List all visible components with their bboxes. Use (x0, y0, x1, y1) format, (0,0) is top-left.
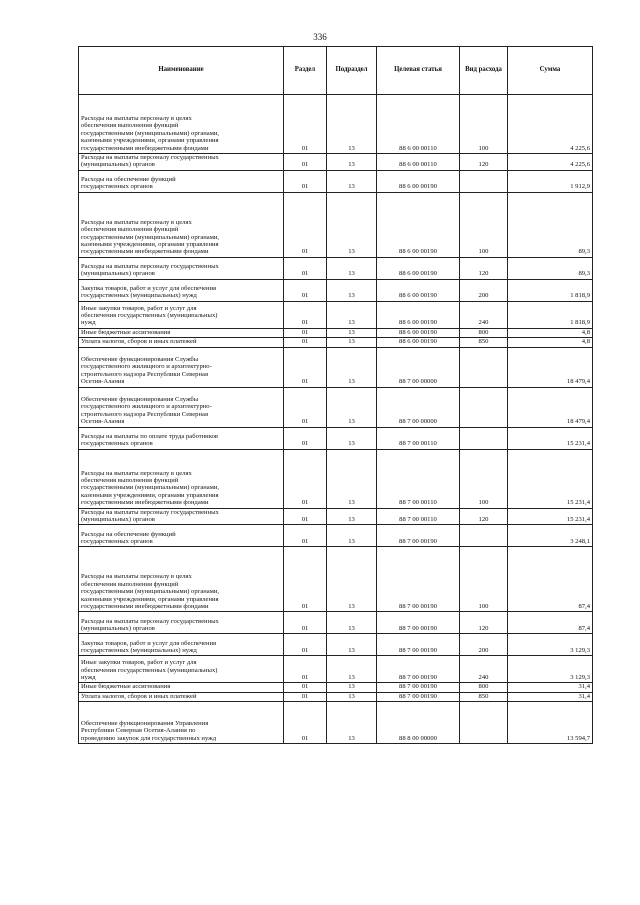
row-sum: 1 912,9 (508, 170, 593, 192)
row-article: 88 8 00 00000 (377, 702, 460, 744)
row-subsection: 13 (327, 387, 377, 427)
row-section: 01 (284, 683, 327, 692)
row-sum: 4,8 (508, 338, 593, 347)
table-row (79, 508, 593, 525)
table-row (79, 387, 593, 427)
row-subsection: 13 (327, 170, 377, 192)
table-row (79, 170, 593, 192)
row-sum: 15 231,4 (508, 508, 593, 525)
row-name: Иные закупки товаров, работ и услуг для обеспечения государственных (муниципальных) нужд (79, 301, 284, 328)
row-section: 01 (284, 170, 327, 192)
budget-table (78, 46, 593, 744)
row-type (460, 347, 508, 387)
table-header-row (79, 47, 593, 95)
row-article: 88 6 00 00190 (377, 338, 460, 347)
row-sum: 15 231,4 (508, 449, 593, 508)
row-subsection: 13 (327, 525, 377, 547)
row-article: 88 7 00 00190 (377, 634, 460, 656)
row-subsection: 13 (327, 301, 377, 328)
row-section: 01 (284, 154, 327, 171)
row-section: 01 (284, 656, 327, 683)
row-name: Расходы на выплаты персоналу государственных (муниципальных) органов (79, 612, 284, 634)
row-type (460, 702, 508, 744)
row-subsection: 13 (327, 656, 377, 683)
row-name: Расходы на выплаты персоналу в целях обеспечения выполнения функций государственными (муниципальными) органами, казенными учреждениями, органами управления государственными внебюджетными фондами (79, 95, 284, 154)
row-sum: 4,8 (508, 328, 593, 337)
row-name: Расходы на выплаты персоналу в целях обеспечения выполнения функций государственными (муниципальными) органами, казенными учреждениями, органами управления государственными внебюджетными фондами (79, 547, 284, 612)
table-row (79, 347, 593, 387)
row-type (460, 387, 508, 427)
row-section: 01 (284, 634, 327, 656)
row-type: 800 (460, 683, 508, 692)
row-section: 01 (284, 427, 327, 449)
table-row (79, 95, 593, 154)
row-name: Закупка товаров, работ и услуг для обеспечения государственных (муниципальных) нужд (79, 279, 284, 301)
table-row (79, 328, 593, 337)
row-name: Уплата налогов, сборов и иных платежей (79, 338, 284, 347)
row-section: 01 (284, 612, 327, 634)
header-article: Целевая статья (377, 47, 460, 95)
row-type: 800 (460, 328, 508, 337)
row-sum: 87,4 (508, 612, 593, 634)
row-name: Расходы на выплаты персоналу в целях обеспечения выполнения функций государственными (муниципальными) органами, казенными учреждениями, органами управления государственными внебюджетными фондами (79, 449, 284, 508)
row-subsection: 13 (327, 347, 377, 387)
table-row (79, 279, 593, 301)
row-article: 88 7 00 00000 (377, 387, 460, 427)
table-row (79, 525, 593, 547)
table-row (79, 634, 593, 656)
row-type: 200 (460, 279, 508, 301)
row-type: 240 (460, 301, 508, 328)
row-name: Обеспечение функционирования Службы государственного жилищного и архитектурно- строительного надзора Республики Северная Осетия-Алания (79, 387, 284, 427)
row-sum: 3 129,3 (508, 634, 593, 656)
header-sum: Сумма (508, 47, 593, 95)
header-subsection: Подраздел (327, 47, 377, 95)
row-subsection: 13 (327, 547, 377, 612)
row-type: 200 (460, 634, 508, 656)
row-name: Иные бюджетные ассигнования (79, 683, 284, 692)
row-name: Расходы на обеспечение функций государственных органов (79, 525, 284, 547)
row-article: 88 6 00 00110 (377, 95, 460, 154)
row-type: 100 (460, 192, 508, 257)
table-row (79, 192, 593, 257)
row-subsection: 13 (327, 338, 377, 347)
row-section: 01 (284, 387, 327, 427)
row-type: 850 (460, 692, 508, 701)
row-article: 88 7 00 00190 (377, 525, 460, 547)
row-type: 120 (460, 508, 508, 525)
row-sum: 4 225,6 (508, 154, 593, 171)
row-subsection: 13 (327, 154, 377, 171)
row-article: 88 6 00 00190 (377, 279, 460, 301)
row-article: 88 6 00 00190 (377, 328, 460, 337)
row-name: Расходы на выплаты по оплате труда работников государственных органов (79, 427, 284, 449)
row-subsection: 13 (327, 702, 377, 744)
header-type: Вид расхода (460, 47, 508, 95)
row-article: 88 7 00 00110 (377, 508, 460, 525)
row-sum: 31,4 (508, 683, 593, 692)
table-row (79, 547, 593, 612)
table-row (79, 692, 593, 701)
row-section: 01 (284, 279, 327, 301)
table-row (79, 338, 593, 347)
row-article: 88 7 00 00110 (377, 449, 460, 508)
table-row (79, 154, 593, 171)
row-name: Обеспечение функционирования Службы государственного жилищного и архитектурно- строительного надзора Республики Северная Осетия-Алания (79, 347, 284, 387)
table-row (79, 257, 593, 279)
row-section: 01 (284, 328, 327, 337)
row-subsection: 13 (327, 634, 377, 656)
row-sum: 13 594,7 (508, 702, 593, 744)
row-article: 88 7 00 00190 (377, 612, 460, 634)
row-sum: 89,3 (508, 192, 593, 257)
row-sum: 18 479,4 (508, 347, 593, 387)
row-subsection: 13 (327, 683, 377, 692)
row-sum: 18 479,4 (508, 387, 593, 427)
row-name: Расходы на выплаты персоналу государственных (муниципальных) органов (79, 508, 284, 525)
row-section: 01 (284, 547, 327, 612)
row-type (460, 525, 508, 547)
row-subsection: 13 (327, 95, 377, 154)
table-row (79, 301, 593, 328)
row-section: 01 (284, 508, 327, 525)
row-sum: 4 225,6 (508, 95, 593, 154)
row-article: 88 7 00 00190 (377, 547, 460, 612)
row-sum: 3 248,1 (508, 525, 593, 547)
row-section: 01 (284, 692, 327, 701)
row-article: 88 6 00 00190 (377, 192, 460, 257)
table-row (79, 449, 593, 508)
row-type: 120 (460, 612, 508, 634)
row-name: Закупка товаров, работ и услуг для обеспечения государственных (муниципальных) нужд (79, 634, 284, 656)
table-row (79, 427, 593, 449)
row-article: 88 7 00 00190 (377, 692, 460, 701)
row-section: 01 (284, 95, 327, 154)
row-sum: 1 818,9 (508, 279, 593, 301)
row-subsection: 13 (327, 449, 377, 508)
row-section: 01 (284, 347, 327, 387)
row-article: 88 7 00 00190 (377, 683, 460, 692)
row-article: 88 7 00 00000 (377, 347, 460, 387)
row-article: 88 6 00 00110 (377, 154, 460, 171)
row-name: Уплата налогов, сборов и иных платежей (79, 692, 284, 701)
row-section: 01 (284, 702, 327, 744)
row-sum: 87,4 (508, 547, 593, 612)
row-name: Расходы на обеспечение функций государственных органов (79, 170, 284, 192)
row-article: 88 7 00 00190 (377, 656, 460, 683)
table-body (79, 95, 593, 744)
row-type: 850 (460, 338, 508, 347)
row-section: 01 (284, 257, 327, 279)
row-sum: 3 129,3 (508, 656, 593, 683)
row-subsection: 13 (327, 508, 377, 525)
row-subsection: 13 (327, 612, 377, 634)
row-name: Обеспечение функционирования Управления Республики Северная Осетия-Алания по проведению закупок для государственных нужд (79, 702, 284, 744)
row-sum: 31,4 (508, 692, 593, 701)
row-type: 240 (460, 656, 508, 683)
row-subsection: 13 (327, 279, 377, 301)
row-subsection: 13 (327, 427, 377, 449)
row-section: 01 (284, 301, 327, 328)
row-sum: 1 818,9 (508, 301, 593, 328)
row-sum: 89,3 (508, 257, 593, 279)
table-row (79, 702, 593, 744)
row-article: 88 6 00 00190 (377, 170, 460, 192)
row-subsection: 13 (327, 257, 377, 279)
row-article: 88 6 00 00190 (377, 301, 460, 328)
row-subsection: 13 (327, 192, 377, 257)
row-name: Расходы на выплаты персоналу государственных (муниципальных) органов (79, 154, 284, 171)
row-section: 01 (284, 338, 327, 347)
row-name: Иные закупки товаров, работ и услуг для обеспечения государственных (муниципальных) нужд (79, 656, 284, 683)
row-subsection: 13 (327, 328, 377, 337)
table-row (79, 612, 593, 634)
row-subsection: 13 (327, 692, 377, 701)
row-sum: 15 231,4 (508, 427, 593, 449)
header-name: Наименование (79, 47, 284, 95)
row-article: 88 7 00 00110 (377, 427, 460, 449)
row-type (460, 427, 508, 449)
row-type: 100 (460, 95, 508, 154)
row-name: Расходы на выплаты персоналу государственных (муниципальных) органов (79, 257, 284, 279)
row-name: Иные бюджетные ассигнования (79, 328, 284, 337)
page-number: 336 (313, 32, 327, 42)
table-row (79, 683, 593, 692)
row-type (460, 170, 508, 192)
header-section: Раздел (284, 47, 327, 95)
row-section: 01 (284, 525, 327, 547)
row-section: 01 (284, 192, 327, 257)
row-type: 120 (460, 154, 508, 171)
row-section: 01 (284, 449, 327, 508)
row-name: Расходы на выплаты персоналу в целях обеспечения выполнения функций государственными (муниципальными) органами, казенными учреждениями, органами управления государственными внебюджетными фондами (79, 192, 284, 257)
row-article: 88 6 00 00190 (377, 257, 460, 279)
table-row (79, 656, 593, 683)
row-type: 120 (460, 257, 508, 279)
row-type: 100 (460, 547, 508, 612)
row-type: 100 (460, 449, 508, 508)
